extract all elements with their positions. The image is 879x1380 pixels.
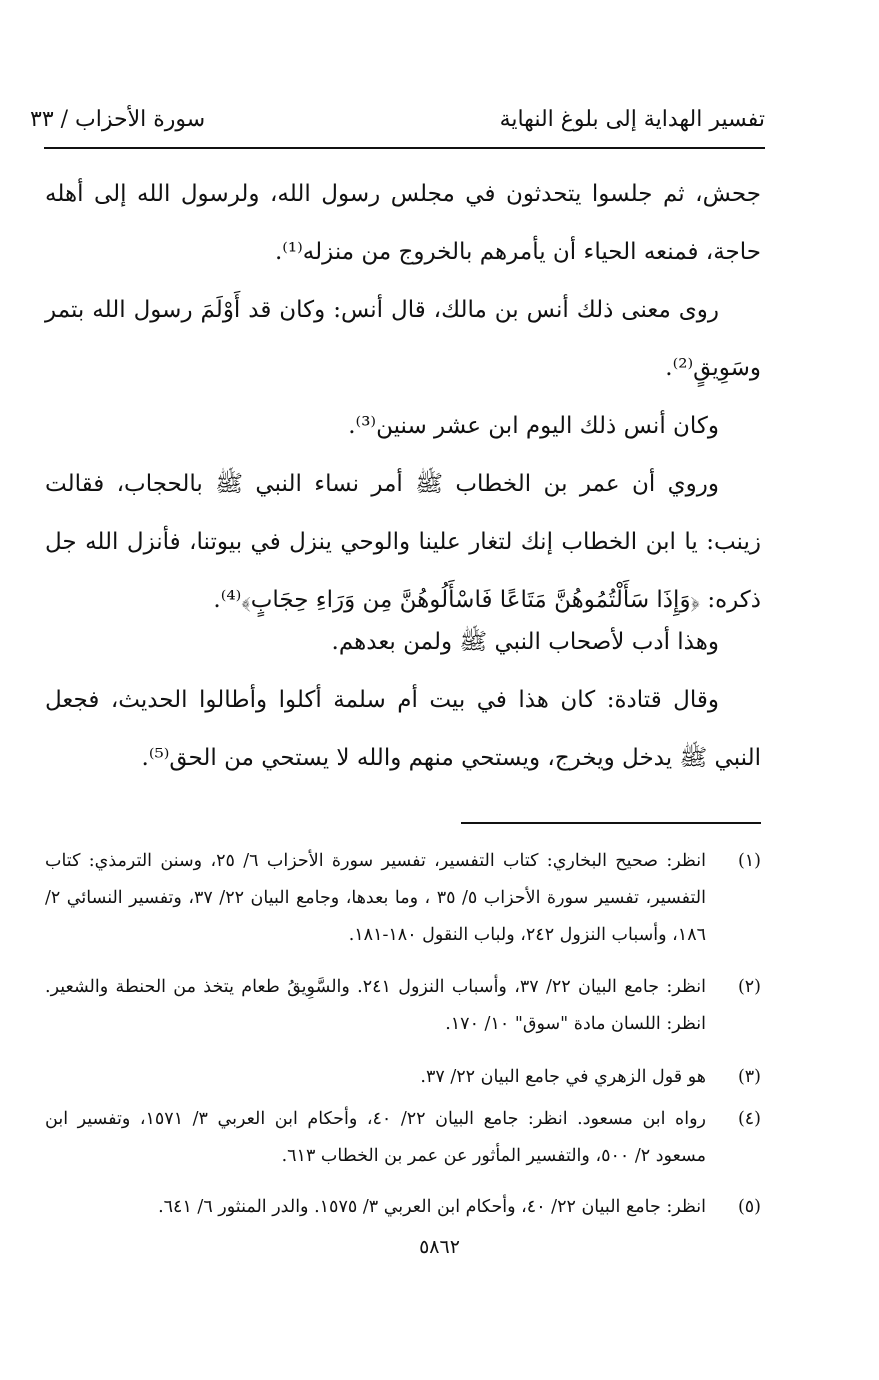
footnote-number: (٣) xyxy=(737,1067,761,1087)
footnote-text: انظر: جامع البيان ٢٢/ ٣٧، وأسباب النزول ٢٤١. والسَّوِيقُ طعام يتخذ من الحنطة والشعير. انظر: اللسان مادة "سوق" ١٠/ ١٧٠. xyxy=(45,977,706,1034)
paragraph: روى معنى ذلك أنس بن مالك، قال أنس: وكان قد أَوْلَمَ رسول الله بتمر وسَوِيقٍ⁽²⁾. xyxy=(45,297,761,381)
paragraph: وهذا أدب لأصحاب النبي ﷺ ولمن بعدهم. xyxy=(331,629,719,655)
footnote-number: (١) xyxy=(737,851,761,871)
footnote-text: انظر: جامع البيان ٢٢/ ٤٠، وأحكام ابن العربي ٣/ ١٥٧٥. والدر المنثور ٦/ ٦٤١. xyxy=(158,1197,706,1217)
paragraph: وقال قتادة: كان هذا في بيت أم سلمة أكلوا وأطالوا الحديث، فجعل النبي ﷺ يدخل ويخرج، ويستحي منهم والله لا يستحي من الحق⁽⁵⁾. xyxy=(45,687,761,771)
footnote-item xyxy=(45,843,761,954)
footnote-text: هو قول الزهري في جامع البيان ٢٢/ ٣٧. xyxy=(420,1067,706,1087)
footnote-item xyxy=(45,1101,761,1175)
paragraph: وروي أن عمر بن الخطاب ﷺ أمر نساء النبي ﷺ بالحجاب، فقالت زينب: يا ابن الخطاب إنك لتغار علينا والوحي ينزل في بيوتنا، فأنزل الله جل ذكره: ﴿وَإِذَا سَأَلْتُمُوهُنَّ مَتَاعًا فَاسْأَلُوهُنَّ مِن وَرَاءِ حِجَابٍ﴾⁽⁴⁾. xyxy=(45,471,761,613)
footnote-text: انظر: صحيح البخاري: كتاب التفسير، تفسير سورة الأحزاب ٦/ ٢٥، وسنن الترمذي: كتاب التفسير، تفسير سورة الأحزاب ٥/ ٣٥ ، وما بعدها، وجامع البيان ٢٢/ ٣٧، وتفسير النسائي ٢/ ١٨٦، وأسباب النزول ٢٤٢، ولباب النقول ١٨٠-١٨١. xyxy=(45,851,707,945)
header-rule xyxy=(44,147,765,149)
footnote-text: رواه ابن مسعود. انظر: جامع البيان ٢٢/ ٤٠، وأحكام ابن العربي ٣/ ١٥٧١، وتفسير ابن مسعود ٢/ ٥٠٠، والتفسير المأثور عن عمر بن الخطاب ٦١٣. xyxy=(45,1109,706,1166)
paragraph: جحش، ثم جلسوا يتحدثون في مجلس رسول الله، ولرسول الله إلى أهله حاجة، فمنعه الحياء أن يأمرهم بالخروج من منزله⁽¹⁾. xyxy=(45,181,761,265)
running-head xyxy=(30,100,765,140)
paragraph: وكان أنس ذلك اليوم ابن عشر سنين⁽³⁾. xyxy=(348,413,719,439)
page-number: ٥٨٦٢ xyxy=(419,1236,460,1258)
footnote-number: (٢) xyxy=(737,977,761,997)
footnote-item xyxy=(45,1189,761,1226)
footnote-number: (٤) xyxy=(737,1109,761,1129)
footnote-item xyxy=(45,969,761,1043)
footnote-number: (٥) xyxy=(737,1197,761,1217)
footnote-item xyxy=(45,1059,761,1096)
footnote-rule xyxy=(461,822,761,824)
book-title: تفسير الهداية إلى بلوغ النهاية xyxy=(499,107,765,132)
surah-label: سورة الأحزاب / ٣٣ xyxy=(30,107,206,132)
